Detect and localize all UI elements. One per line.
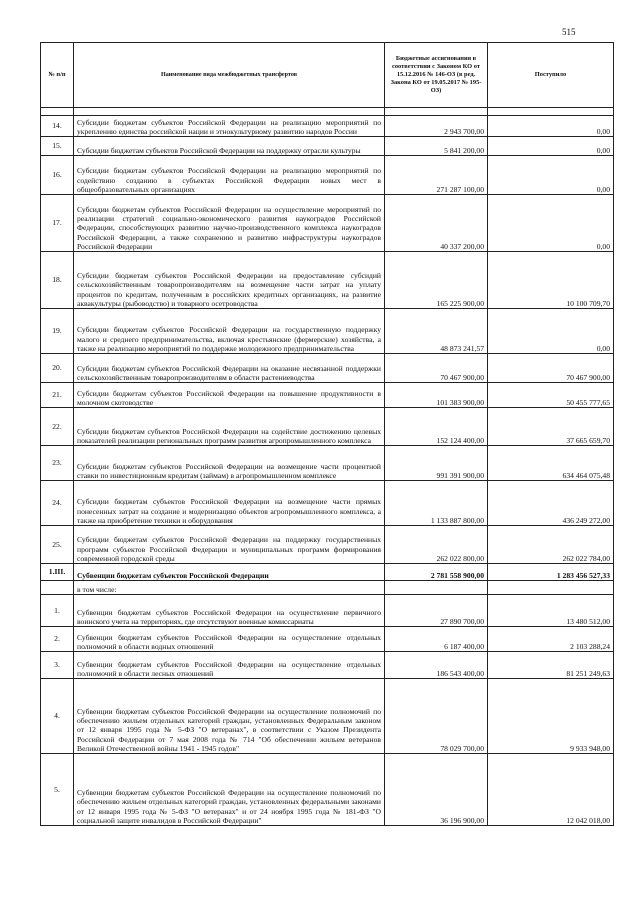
- transfers-table: [40, 42, 614, 826]
- row-number: 21.: [41, 383, 74, 408]
- row-received-amount: 1 283 456 527,33: [488, 564, 614, 581]
- table-row: [41, 137, 614, 156]
- row-description: Субвенции бюджетам субъектов Российской Федерации на осуществление отдельных полномочий в области водных отношений: [74, 627, 385, 652]
- row-received-amount: 9 933 948,00: [488, 679, 614, 754]
- row-number: 20.: [41, 354, 74, 383]
- table-row: [41, 652, 614, 679]
- row-budget-amount: 70 467 900,00: [385, 354, 488, 383]
- row-description: в том числе:: [74, 581, 385, 595]
- table-header-row: [41, 43, 614, 108]
- row-number: 17.: [41, 195, 74, 252]
- row-budget-amount: 5 841 200,00: [385, 137, 488, 156]
- row-received-amount: 0,00: [488, 309, 614, 354]
- row-received-amount: 37 665 659,70: [488, 408, 614, 446]
- row-number: 15.: [41, 137, 74, 156]
- row-budget-amount: 78 029 700,00: [385, 679, 488, 754]
- row-received-amount: 13 480 512,00: [488, 595, 614, 627]
- header-budget: Бюджетные ассигнования в соответствии с Законом КО от 15.12.2016 № 146-ОЗ (в ред. Закона КО от 19.05.2017 № 195-ОЗ): [385, 43, 488, 108]
- row-description: Субсидии бюджетам субъектов Российской Федерации на возмещение части прямых понесенных затрат на создание и модернизацию объектов агропромышленного комплекса, а также на приобретение техники и оборудования: [74, 481, 385, 526]
- row-budget-amount: 262 022 800,00: [385, 526, 488, 564]
- table-row: [41, 383, 614, 408]
- row-description: Субвенции бюджетам субъектов Российской Федерации на осуществление полномочий по обеспечению жильем отдельных категорий граждан, установленных Федеральным законом от 12 января 1995 года № 5-ФЗ "О ветеранах", в соответствии с Указом Президента Российской Федерации от 7 мая 2008 года № 714 "Об обеспечении жильем ветеранов Великой Отечественной войны 1941 - 1945 годов": [74, 679, 385, 754]
- row-budget-amount: 152 124 400,00: [385, 408, 488, 446]
- table-row: [41, 309, 614, 354]
- row-number: 3.: [41, 652, 74, 679]
- row-description: Субвенции бюджетам субъектов Российской Федерации: [74, 564, 385, 581]
- table-row: [41, 446, 614, 481]
- row-received-amount: 70 467 900,00: [488, 354, 614, 383]
- row-budget-amount: 271 287 100,00: [385, 156, 488, 195]
- row-received-amount: 0,00: [488, 137, 614, 156]
- row-number: 4.: [41, 679, 74, 754]
- row-description: Субсидии бюджетам субъектов Российской Федерации на поддержку государственных программ субъектов Российской Федерации и муниципальных программ формирования современной городской среды: [74, 526, 385, 564]
- table-row: [41, 252, 614, 309]
- row-received-amount: 50 455 777,65: [488, 383, 614, 408]
- table-row: [41, 754, 614, 826]
- row-description: Субвенции бюджетам субъектов Российской Федерации на осуществление отдельных полномочий в области лесных отношений: [74, 652, 385, 679]
- row-description: Субсидии бюджетам субъектов Российской Федерации на возмещение части процентной ставки по инвестиционным кредитам (займам) в агропромышленном комплексе: [74, 446, 385, 481]
- row-description: Субсидии бюджетам субъектов Российской Федерации на содействие достижению целевых показателей реализации региональных программ развития агропромышленного комплекса: [74, 408, 385, 446]
- row-description: Субсидии бюджетам субъектов Российской Федерации на реализацию мероприятий по укреплению единства российской нации и этнокультурному развитию народов России: [74, 116, 385, 137]
- row-description: Субвенции бюджетам субъектов Российской Федерации на осуществление полномочий по обеспечению жильем отдельных категорий граждан, установленных федеральными законами от 12 января 1995 года № 5-ФЗ "О ветеранах" и от 24 ноября 1995 года № 181-ФЗ "О социальной защите инвалидов в Российской Федерации": [74, 754, 385, 826]
- row-received-amount: 634 464 075,48: [488, 446, 614, 481]
- table-row: [41, 408, 614, 446]
- row-number: [41, 581, 74, 595]
- row-number: 1.III.: [41, 564, 74, 581]
- row-number: 19.: [41, 309, 74, 354]
- header-spacer-row: [41, 108, 614, 116]
- row-received-amount: [488, 581, 614, 595]
- row-number: 16.: [41, 156, 74, 195]
- row-description: Субсидии бюджетам субъектов Российской Федерации на оказание несвязанной поддержки сельскохозяйственным товаропроизводителям в области растениеводства: [74, 354, 385, 383]
- table-row: [41, 156, 614, 195]
- row-received-amount: 12 042 018,00: [488, 754, 614, 826]
- row-number: 1.: [41, 595, 74, 627]
- row-received-amount: 0,00: [488, 195, 614, 252]
- table-row: [41, 627, 614, 652]
- table-row: [41, 679, 614, 754]
- table-row: [41, 595, 614, 627]
- row-budget-amount: 40 337 200,00: [385, 195, 488, 252]
- row-received-amount: 262 022 784,00: [488, 526, 614, 564]
- header-received: Поступило: [488, 43, 614, 108]
- table-row: [41, 195, 614, 252]
- row-number: 5.: [41, 754, 74, 826]
- row-description: Субсидии бюджетам субъектов Российской Федерации на реализацию мероприятий по содействию созданию в субъектах Российской Федерации новых мест в общеобразовательных организациях: [74, 156, 385, 195]
- row-description: Субсидии бюджетам субъектов Российской Федерации на государственную поддержку малого и среднего предпринимательства, включая крестьянские (фермерские) хозяйства, а также на реализацию мероприятий по поддержке молодежного предпринимательства: [74, 309, 385, 354]
- row-number: 23.: [41, 446, 74, 481]
- row-number: 18.: [41, 252, 74, 309]
- row-received-amount: 10 100 709,70: [488, 252, 614, 309]
- row-budget-amount: 991 391 900,00: [385, 446, 488, 481]
- row-budget-amount: 36 196 900,00: [385, 754, 488, 826]
- table-row: [41, 581, 614, 595]
- row-received-amount: 81 251 249,63: [488, 652, 614, 679]
- row-budget-amount: 2 781 558 900,00: [385, 564, 488, 581]
- header-num: № п/п: [41, 43, 74, 108]
- row-number: 22.: [41, 408, 74, 446]
- row-budget-amount: [385, 581, 488, 595]
- table-row: [41, 116, 614, 137]
- table-row: [41, 481, 614, 526]
- row-budget-amount: 186 543 400,00: [385, 652, 488, 679]
- page-number: 515: [562, 27, 576, 37]
- row-number: 24.: [41, 481, 74, 526]
- row-received-amount: 0,00: [488, 116, 614, 137]
- row-budget-amount: 101 383 900,00: [385, 383, 488, 408]
- row-budget-amount: 48 873 241,57: [385, 309, 488, 354]
- row-budget-amount: 165 225 900,00: [385, 252, 488, 309]
- row-budget-amount: 2 943 700,00: [385, 116, 488, 137]
- row-budget-amount: 27 890 700,00: [385, 595, 488, 627]
- header-name: Наименование вида межбюджетных трансфертов: [74, 43, 385, 108]
- row-number: 14.: [41, 116, 74, 137]
- row-description: Субсидии бюджетам субъектов Российской Федерации на осуществление мероприятий по реализации стратегий социально-экономического развития наукоградов Российской Федерации, способствующих развитию научно-производственного комплекса наукоградов Российской Федерации, а также сохранению и развитию инфраструктуры наукоградов Российской Федерации: [74, 195, 385, 252]
- row-number: 2.: [41, 627, 74, 652]
- row-received-amount: 0,00: [488, 156, 614, 195]
- row-received-amount: 2 103 288,24: [488, 627, 614, 652]
- row-number: 25.: [41, 526, 74, 564]
- row-description: Субсидии бюджетам субъектов Российской Федерации на поддержку отрасли культуры: [74, 137, 385, 156]
- row-description: Субсидии бюджетам субъектов Российской Федерации на предоставление субсидий сельскохозяйственным товаропроизводителям на возмещение части затрат на уплату процентов по кредитам, полученным в российских кредитных организациях, на развитие аквакультуры (рыбоводство) и товарного осетроводства: [74, 252, 385, 309]
- table-row: [41, 526, 614, 564]
- row-budget-amount: 6 187 400,00: [385, 627, 488, 652]
- row-description: Субвенции бюджетам субъектов Российской Федерации на осуществление первичного воинского учета на территориях, где отсутствуют военные комиссариаты: [74, 595, 385, 627]
- row-description: Субсидии бюджетам субъектов Российской Федерации на повышение продуктивности в молочном скотоводстве: [74, 383, 385, 408]
- table-row: [41, 354, 614, 383]
- row-budget-amount: 1 133 887 800,00: [385, 481, 488, 526]
- row-received-amount: 436 249 272,00: [488, 481, 614, 526]
- table-row: [41, 564, 614, 581]
